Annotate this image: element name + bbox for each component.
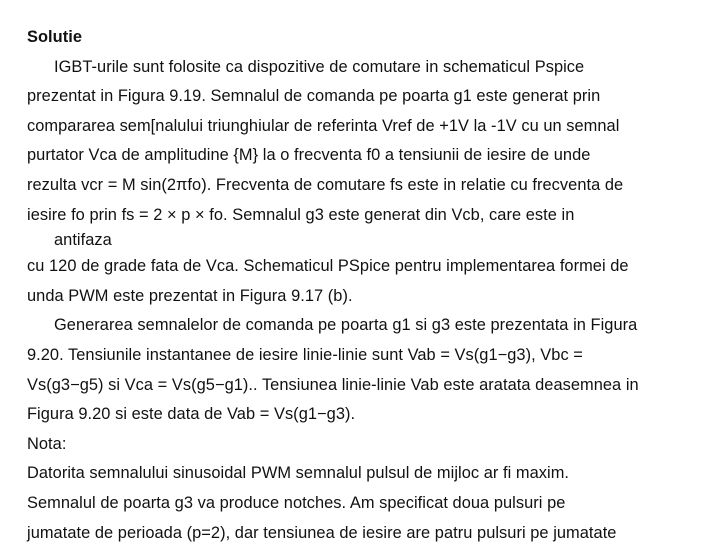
paragraph-line: unda PWM este prezentat in Figura 9.17 (b).: [27, 282, 699, 312]
section-title: Solutie: [27, 23, 699, 53]
paragraph-line: Vs(g3−g5) si Vca = Vs(g5−g1).. Tensiunea linie-linie Vab este aratata deasemnea in: [27, 371, 699, 401]
note-heading: Nota:: [27, 430, 699, 460]
paragraph-line: Generarea semnalelor de comanda pe poarta g1 si g3 este prezentata in Figura: [27, 311, 699, 341]
paragraph-line: rezulta vcr = M sin(2πfo). Frecventa de comutare fs este in relatie cu frecventa de: [27, 171, 699, 201]
paragraph-line: antifaza: [27, 230, 699, 252]
paragraph-line: 9.20. Tensiunile instantanee de iesire linie-linie sunt Vab = Vs(g1−g3), Vbc =: [27, 341, 699, 371]
paragraph-line: jumatate de perioada (p=2), dar tensiunea de iesire are patru pulsuri pe jumatate: [27, 519, 699, 548]
paragraph-line: iesire fo prin fs = 2 × p × fo. Semnalul g3 este generat din Vcb, care este in: [27, 201, 699, 231]
paragraph-line: compararea sem[nalului triunghiular de referinta Vref de +1V la -1V cu un semnal: [27, 112, 699, 142]
paragraph-line: prezentat in Figura 9.19. Semnalul de comanda pe poarta g1 este generat prin: [27, 82, 699, 112]
paragraph-line: IGBT-urile sunt folosite ca dispozitive de comutare in schematicul Pspice: [27, 53, 699, 83]
paragraph-line: Semnalul de poarta g3 va produce notches. Am specificat doua pulsuri pe: [27, 489, 699, 519]
paragraph-line: Datorita semnalului sinusoidal PWM semnalul pulsul de mijloc ar fi maxim.: [27, 459, 699, 489]
document-body: [27, 23, 699, 548]
paragraph-line: purtator Vca de amplitudine {M} la o frecventa f0 a tensiunii de iesire de unde: [27, 141, 699, 171]
paragraph-line: Figura 9.20 si este data de Vab = Vs(g1−g3).: [27, 400, 699, 430]
paragraph-line: cu 120 de grade fata de Vca. Schematicul PSpice pentru implementarea formei de: [27, 252, 699, 282]
